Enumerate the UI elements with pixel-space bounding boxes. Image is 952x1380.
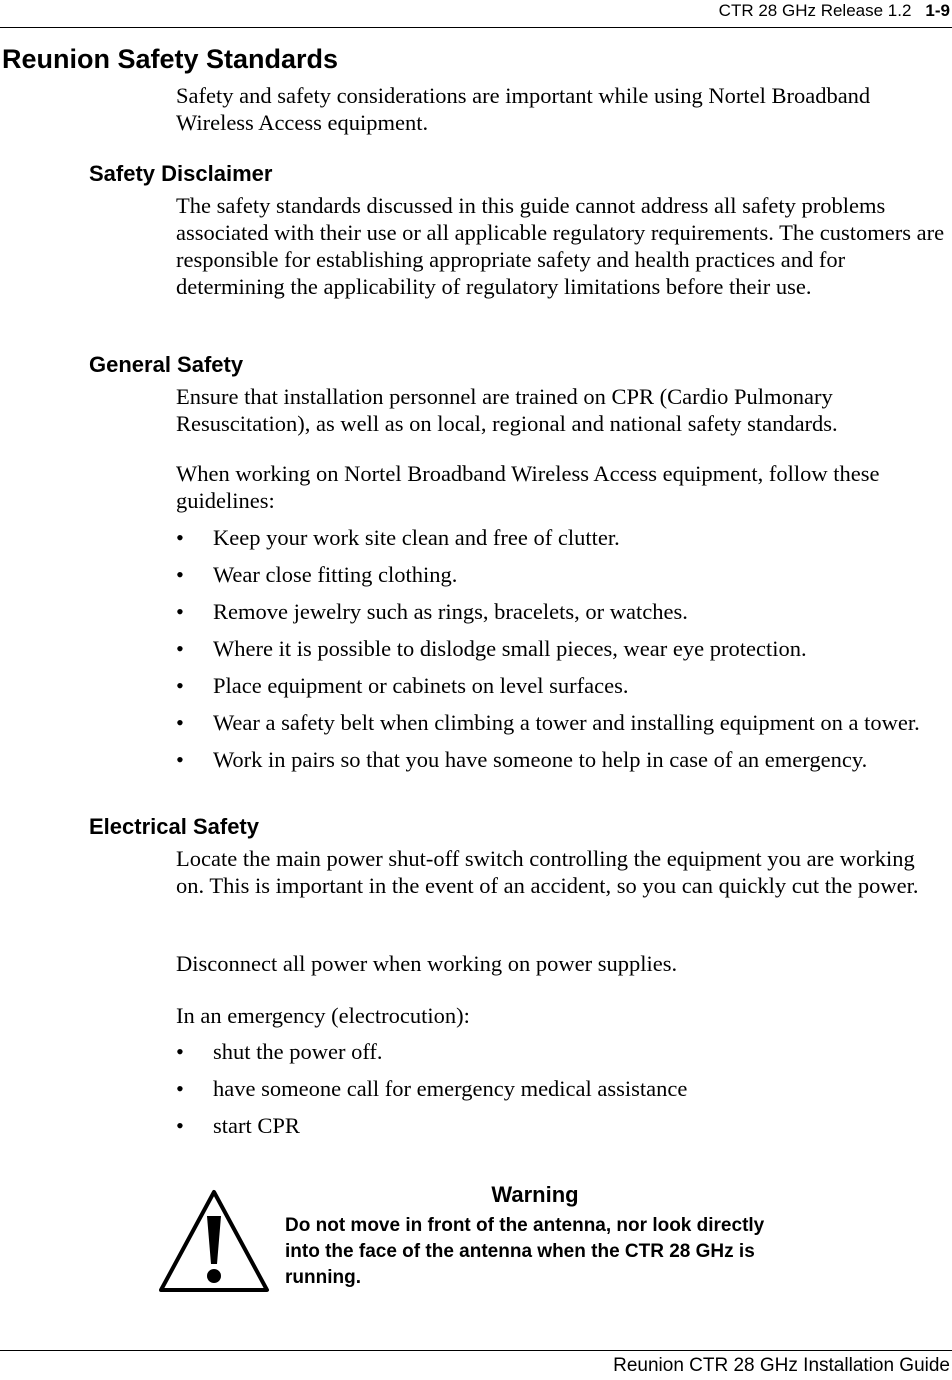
bullet-icon: • [176,562,184,587]
list-item-text: have someone call for emergency medical assistance [213,1076,688,1101]
list-item-text: Place equipment or cabinets on level surfaces. [213,673,629,698]
footer-text: Reunion CTR 28 GHz Installation Guide [613,1355,950,1376]
list-item-text: Wear a safety belt when climbing a tower and installing equipment on a tower. [213,710,920,735]
bullet-icon: • [176,1113,184,1138]
general-safety-list [176,524,948,783]
list-item [176,561,948,588]
page-title: Reunion Safety Standards [2,44,339,74]
safety-disclaimer-heading: Safety Disclaimer [89,161,273,186]
warning-text: Do not move in front of the antenna, nor look directly into the face of the antenna when the CTR 28 GHz is running. [285,1215,765,1288]
list-item-text: Wear close fitting clothing. [213,562,458,587]
list-item [176,598,948,625]
bullet-icon: • [176,636,184,661]
general-safety-paragraph-1: Ensure that installation personnel are trained on CPR (Cardio Pulmonary Resuscitation), as well as on local, regional and national safety standards. [176,384,838,436]
list-item [176,672,948,699]
intro-paragraph: Safety and safety considerations are important while using Nortel Broadband Wireless Access equipment. [176,83,871,135]
list-item [176,524,948,551]
list-item-text: Work in pairs so that you have someone to help in case of an emergency. [213,747,868,772]
list-item-text: start CPR [213,1113,300,1138]
electrical-safety-paragraph-1: Locate the main power shut-off switch controlling the equipment you are working on. This is important in the event of an accident, so you can quickly cut the power. [176,846,919,898]
emergency-list [176,1038,948,1149]
warning-title: Warning [491,1182,579,1207]
header-text [719,1,950,21]
electrical-safety-paragraph-3: In an emergency (electrocution): [176,1003,470,1028]
general-safety-paragraph-2: When working on Nortel Broadband Wireless Access equipment, follow these guidelines: [176,461,880,513]
page-number: 1-9 [925,1,950,20]
bullet-icon: • [176,710,184,735]
bullet-icon: • [176,1076,184,1101]
list-item [176,1075,948,1102]
page-footer [0,1350,952,1380]
bullet-icon: • [176,1039,184,1064]
electrical-safety-paragraph-2: Disconnect all power when working on power supplies. [176,951,678,976]
list-item-text: Keep your work site clean and free of clutter. [213,525,620,550]
list-item-text: shut the power off. [213,1039,383,1064]
electrical-safety-heading: Electrical Safety [89,814,259,839]
list-item [176,709,948,736]
general-safety-heading: General Safety [89,352,244,377]
safety-disclaimer-paragraph: The safety standards discussed in this guide cannot address all safety problems associated with their use or all applicable regulatory requirements. The customers are responsible for establishing appropriate safety and health practices and for determining the applicability of regulatory limitations before their use. [176,193,945,299]
bullet-icon: • [176,673,184,698]
list-item [176,1038,948,1065]
page-header [0,0,952,28]
list-item-text: Remove jewelry such as rings, bracelets, or watches. [213,599,688,624]
list-item [176,635,948,662]
bullet-icon: • [176,599,184,624]
list-item-text: Where it is possible to dislodge small pieces, wear eye protection. [213,636,807,661]
bullet-icon: • [176,747,184,772]
list-item [176,746,948,773]
list-item [176,1112,948,1139]
header-title: CTR 28 GHz Release 1.2 [718,1,912,20]
bullet-icon: • [176,525,184,550]
warning-triangle-icon [156,1186,272,1296]
